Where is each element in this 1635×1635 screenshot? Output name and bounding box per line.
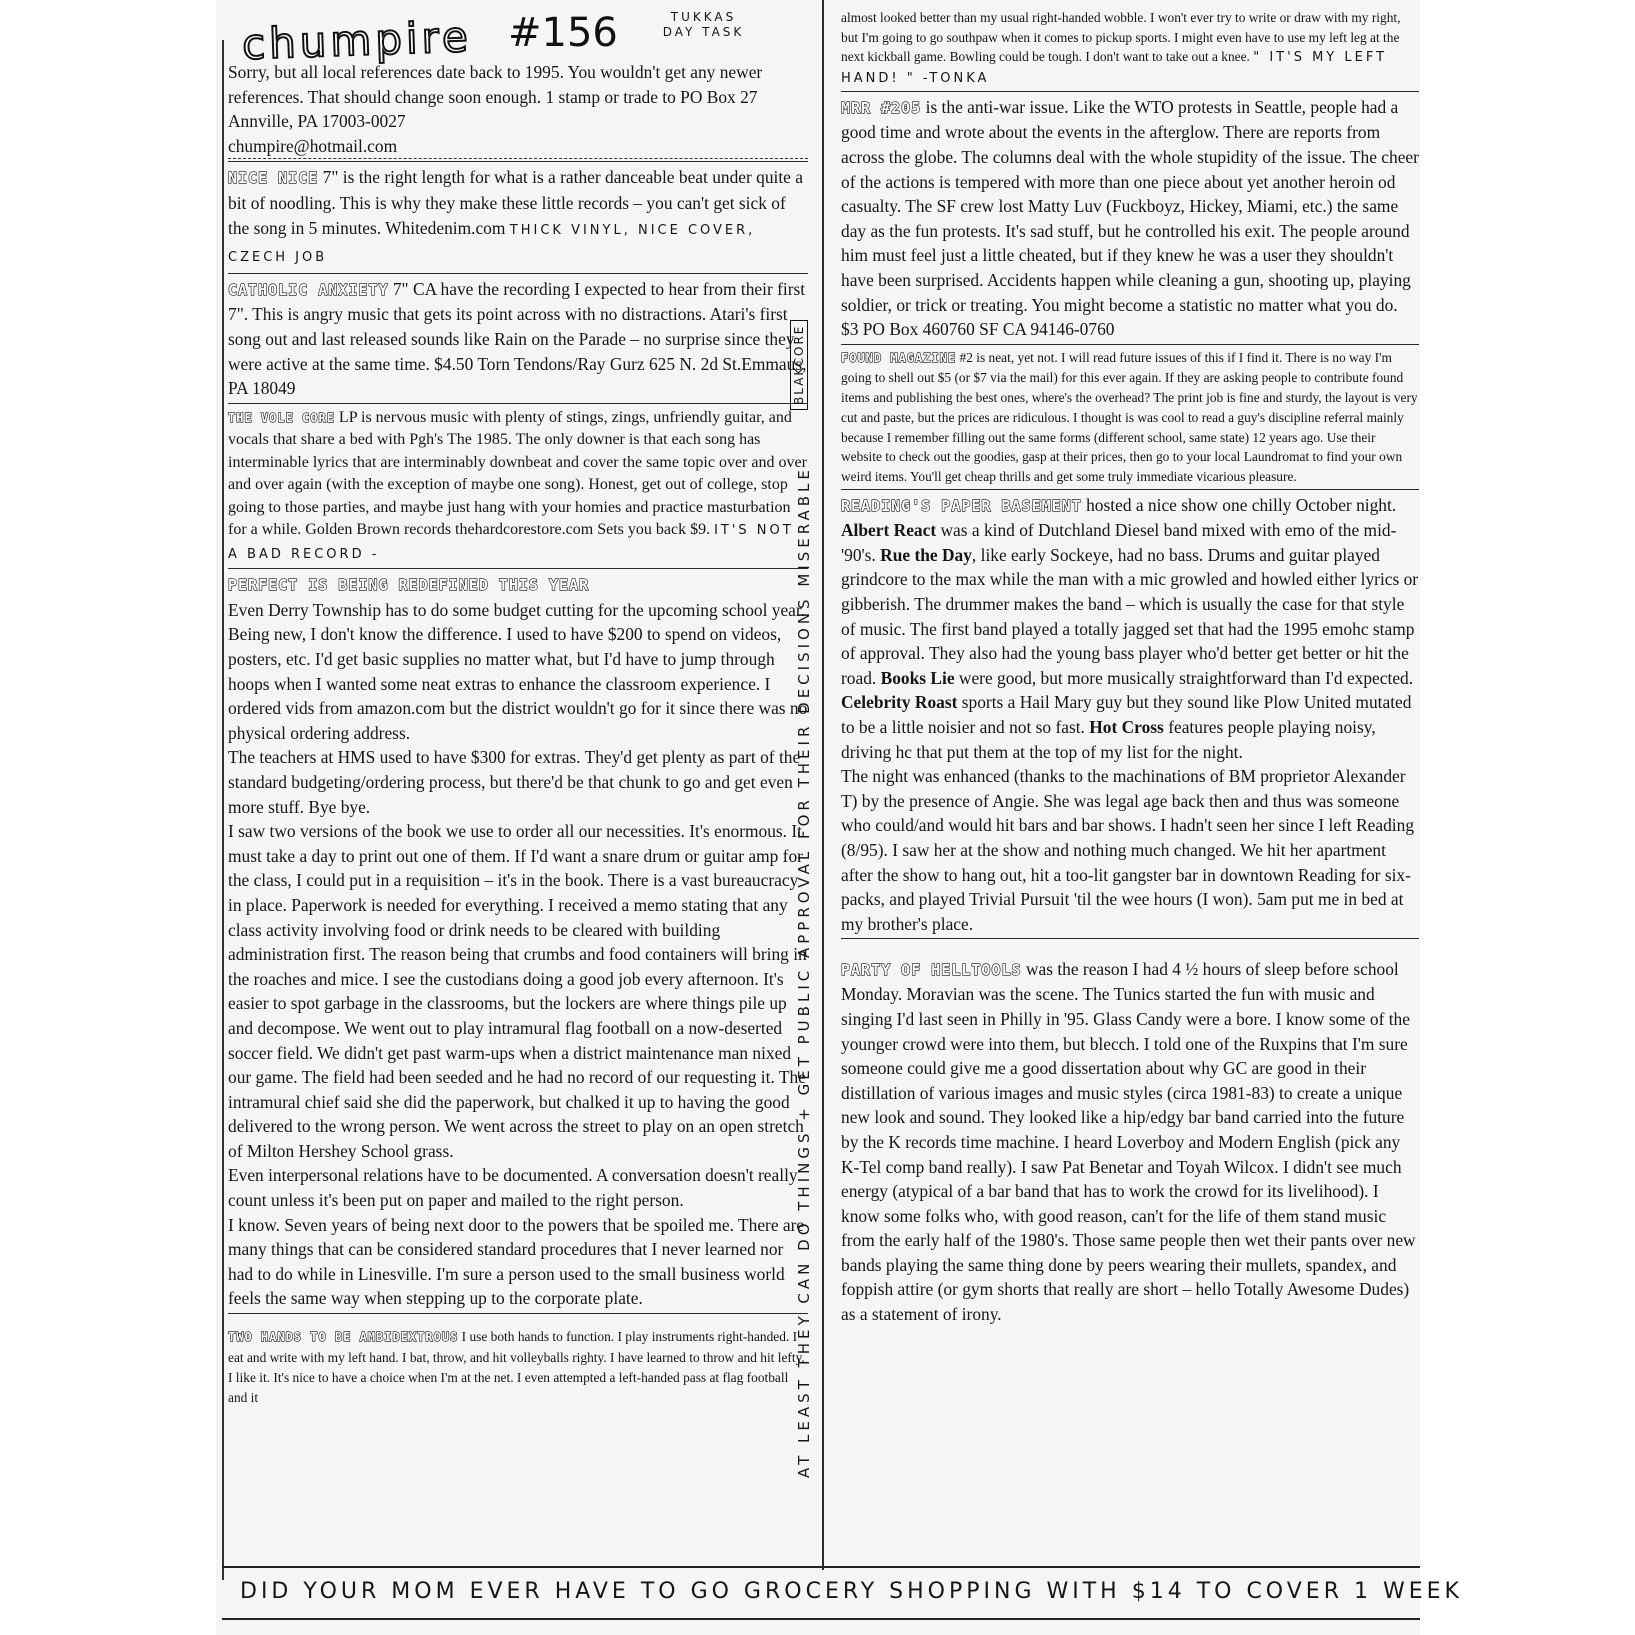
review-text: 7" CA have the recording I expected to hear from their first 7". This is angry music that gets its point across with no distractions. Atari's first song out and last released sounds like Rain on the Parade – no surprise since they were active at the same time. $4.50 Torn Tendons/Ray Gurz 625 N. 2d St.Emmaus, PA 18049: [228, 278, 807, 399]
intro-text: Sorry, but all local references date back to 1995. You wouldn't get any newer references. That should change soon enough. 1 stamp or trade to PO Box 27 Annville, PA 17003-0027: [228, 62, 763, 132]
review-text: is the anti-war issue. Like the WTO protests in Seattle, people had a good time and wrote about the events in the afterglow. There are reports from across the globe. The columns deal with the whole stupidity of the issue. The cheer of the actions is tempered with more than one piece about yet another heroin od casualty. The SF crew lost Matty Luv (Fuckboyz, Hickey, Miami, etc.) the same day as the fun protests. It's sad stuff, but he controlled his exit. The people around him must feel just a little cheated, but if they knew he was a user they shouldn't have been surprised. Accidents happen while cleaning a gun, shooting up, playing soldier, or trick or treating. You might become a statistic no matter what you do. $3 PO Box 460760 SF CA 94146-0760: [841, 96, 1419, 340]
review-text: hosted a nice show one chilly October night.: [1086, 494, 1397, 515]
handwritten-comment: THICK VINYL, NICE COVER, CZECH JOB: [228, 222, 756, 266]
left-frame-line: [222, 40, 224, 1580]
review-mrr: [841, 95, 1419, 345]
essay-paragraph: Even interpersonal relations have to be documented. A conversation doesn't really count unless it's been put on paper and mailed to the right person.: [228, 1165, 798, 1211]
review-title: NICE NICE: [228, 169, 319, 188]
review-title: CATHOLIC ANXIETY: [228, 280, 389, 299]
hands-continued-text: almost looked better than my usual right-handed wobble. I won't ever try to write or draw with my right, but I'm going to go southpaw when it comes to pickup sports. I might even have to use my left leg at the next kickball game. Bowling could be tough. I don't want to take out a knee.: [841, 10, 1401, 65]
review-text: 7" is the right length for what is a rather danceable beat under quite a bit of noodling. This is why they make these little records – you can't get sick of the song in 5 minutes. Whitedenim.com: [228, 167, 803, 238]
review-text: features people playing noisy, driving hc that put them at the top of my list for the night.: [841, 717, 1376, 762]
right-column: [841, 8, 1419, 1344]
review-lp: [228, 407, 808, 570]
intro-section: [228, 60, 808, 162]
hands-continued: [841, 8, 1419, 92]
review-text: was the reason I had 4 ½ hours of sleep before school Monday. Moravian was the scene. The Tunics started the fun with music and singing I'd last seen in Philly in '95. Glass Candy were a bore. I know some of the younger crowd were into them, but blecch. I told one of the Ruxpins that I'm sure someone could give me a good dissertation about why GC are good in their distillation of various images and music styles (circa 1981-83) to create a unique new look and sound. They looked like a hip/edgy bar band carried into the future by the K records time machine. I heard Loverboy and Modern English (pick any K-Tel comp band really). I saw Pat Benetar and Toyah Wilcox. I didn't see much energy (atypical of a bar band that has to work the crowd for its livelihood). I know some folks who, with good reason, can't for the life of them stand music from the early half of the 1980's. Those same people then wet their pants over new bands playing the same thing done by peers wearing their mullets, spandex, and foppish attire (or gym shorts that really are short – hello Totally Awesome Dudes) as a statement of irony.: [841, 958, 1416, 1325]
hands-title: TWO HANDS TO BE AMBIDEXTROUS: [228, 1330, 459, 1345]
essay-title: PERFECT IS BEING REDEFINED THIS YEAR: [228, 576, 590, 595]
handwritten-note: TUKKAS DAY TASK: [662, 10, 745, 39]
hands-section: [228, 1327, 808, 1407]
review-title: READING'S PAPER BASEMENT: [841, 496, 1082, 515]
show-review-reading: [841, 493, 1419, 940]
review-catholic-anxiety: [228, 277, 808, 404]
masthead: [238, 8, 798, 69]
review-nice-nice: [228, 165, 808, 273]
review-text: , like early Sockeye, had no bass. Drums and guitar played grindcore to the max while the man with a mic growled and howled either lyrics or gibberish. The drummer makes the band – which is usually the case for that style of music. The first band played a totally jagged set that had the 1995 emohc stamp of approval. They also had the young bass player who'd better get better or hit the road.: [841, 544, 1419, 688]
handwritten-comment: IT'S NOT A BAD RECORD -: [228, 523, 794, 562]
review-title: FOUND MAGAZINE: [841, 350, 957, 365]
review-paragraph: The night was enhanced (thanks to the machinations of BM proprietor Alexander T) by the presence of Angie. She was legal age back then and thus was someone who could/and would hit bars and bar shows. I hadn't seen her since I left Reading (8/95). I saw her at the show and nothing much changed. We hit her apartment after the show to hang out, hit a too-lit gangster bar in downtown Reading for six-packs, and played Trivial Pursuit 'til the wee hours (I won). 5am put me in bed at my brother's place.: [841, 766, 1415, 934]
essay-section: [228, 572, 808, 1314]
show-review-party: [841, 957, 1419, 1327]
review-text: LP is nervous music with plenty of stings, zings, unfriendly guitar, and vocals that share a bed with Pgh's The 1985. The only downer is that each song has interminable lyrics that are interminably downbeat and cover the same topic over and over and over again (with the exception of maybe one song). Honest, get out of college, stop going to those parties, and maybe just hang with your homies and practice masturbation for a while. Golden Brown records thehardcorestore.com Sets you back $9.: [228, 408, 807, 539]
issue-number: #156: [508, 10, 618, 56]
essay-paragraph: I know. Seven years of being next door to the powers that be spoiled me. There are many things that can be considered standard procedures that I never learned nor had to do while in Linesville. I'm sure a person used to the small business world feels the same way when stepping up to the corporate plate.: [228, 1214, 805, 1309]
vertical-handwritten-note: AT LEAST THEY CAN DO THINGS + GET PUBLIC APPROVAL FOR THEIR DECISIONS MISERABLE: [795, 466, 813, 1478]
hands-text: I use both hands to function. I play instruments right-handed. I eat and write with my left hand. I bat, throw, and hit volleyballs righty. I have learned to throw and hit lefty. I like it. It's nice to have a choice when I'm at the net. I even attempted a left-handed pass at flag football and it: [228, 1329, 805, 1405]
zine-logo: chumpire: [241, 12, 473, 69]
review-text: was a kind of Dutchland Diesel band mixed with emo of the mid-'90's.: [841, 520, 1397, 565]
review-title: PARTY OF HELLTOOLS: [841, 960, 1022, 979]
essay-paragraph: I saw two versions of the book we use to order all our necessities. It's enormous. It must take a day to print out one of them. If I'd want a snare drum or guitar amp for the class, I could put in a requisition – it's in the book. There is a vast bureaucracy in place. Paperwork is needed for everything. I received a memo stating that any class activity involving food or drink needs to be cleared with building administration first. The reason being that crumbs and food containers will bring in the roaches and mice. I see the custodians doing a good job every afternoon. It's easier to spot garbage in the classrooms, but the lockers are where things pile up and decompose. We went out to play intramural flag football on a now-deserted soccer field. We didn't get past warm-ups when a district maintenance man nixed our game. The field had been seeded and he had no record of our requesting it. The intramural chief said she did the paperwork, but chalked it up to having the good delivered to the wrong person. We went across the street to play on an open stretch of Milton Hershey School grass.: [228, 821, 807, 1161]
essay-paragraph: Even Derry Township has to do some budget cutting for the upcoming school year. Being new, I don't know the difference. I used to have $200 to spend on videos, posters, etc. I'd get basic supplies no matter what, but I'd have to jump through hoops when I wanted some neat extras to enhance the classroom experience. I ordered vids from amazon.com but the district wouldn't go for it since there was no physical ordering address.: [228, 599, 808, 743]
review-text: sports a Hail Mary guy but they sound like Plow United mutated to be a little noisier and not so fast.: [841, 692, 1412, 738]
review-title: THE VOLE CORE: [228, 410, 335, 425]
review-text: #2 is neat, yet not. I will read future issues of this if I find it. There is no way I'm going to shell out $5 (or $7 via the mail) for this ever again. If they are asking people to contribute found items and publishing the best ones, where's the overhead? The print job is fine and sturdy, the layout is very cut and paste, but the prices are ridiculous. I thought is was cool to read a guy's discipline referral mainly because I remember filling out the same forms (different school, same state) 12 years ago. Use their website to check out the goodies, gasp at their prices, then go to your local Laundromat to find your own weird items. You'll get cheap thrills and get some truly immediate vicarious pleasure.: [841, 349, 1418, 484]
column-divider: [822, 0, 824, 1570]
band-name: Rue the Day: [880, 544, 972, 565]
review-text: were good, but more musically straightforward than I'd expected.: [958, 667, 1414, 688]
review-title: MRR #205: [841, 98, 922, 117]
footer-banner: [222, 1566, 1463, 1620]
band-name: Celebrity Roast: [841, 692, 958, 713]
band-name: Hot Cross: [1089, 717, 1164, 738]
left-column: [228, 60, 808, 1421]
intro-email: chumpire@hotmail.com: [228, 134, 808, 160]
essay-paragraph: The teachers at HMS used to have $300 for extras. They'd get plenty as part of the standard budgeting/ordering process, but there'd be that chunk to go and get even more stuff. Bye bye.: [228, 747, 801, 817]
band-name: Albert React: [841, 520, 937, 541]
review-found: [841, 348, 1419, 490]
handwritten-comment: " IT'S MY LEFT HAND! " -TONKA: [841, 50, 1388, 87]
band-name: Books Lie: [880, 667, 955, 688]
vertical-tag: BLAKCORE: [790, 320, 808, 410]
footer-handwritten-text: DID YOUR MOM EVER HAVE TO GO GROCERY SHOPPING WITH $14 TO COVER 1 WEEK: [240, 1579, 1463, 1604]
